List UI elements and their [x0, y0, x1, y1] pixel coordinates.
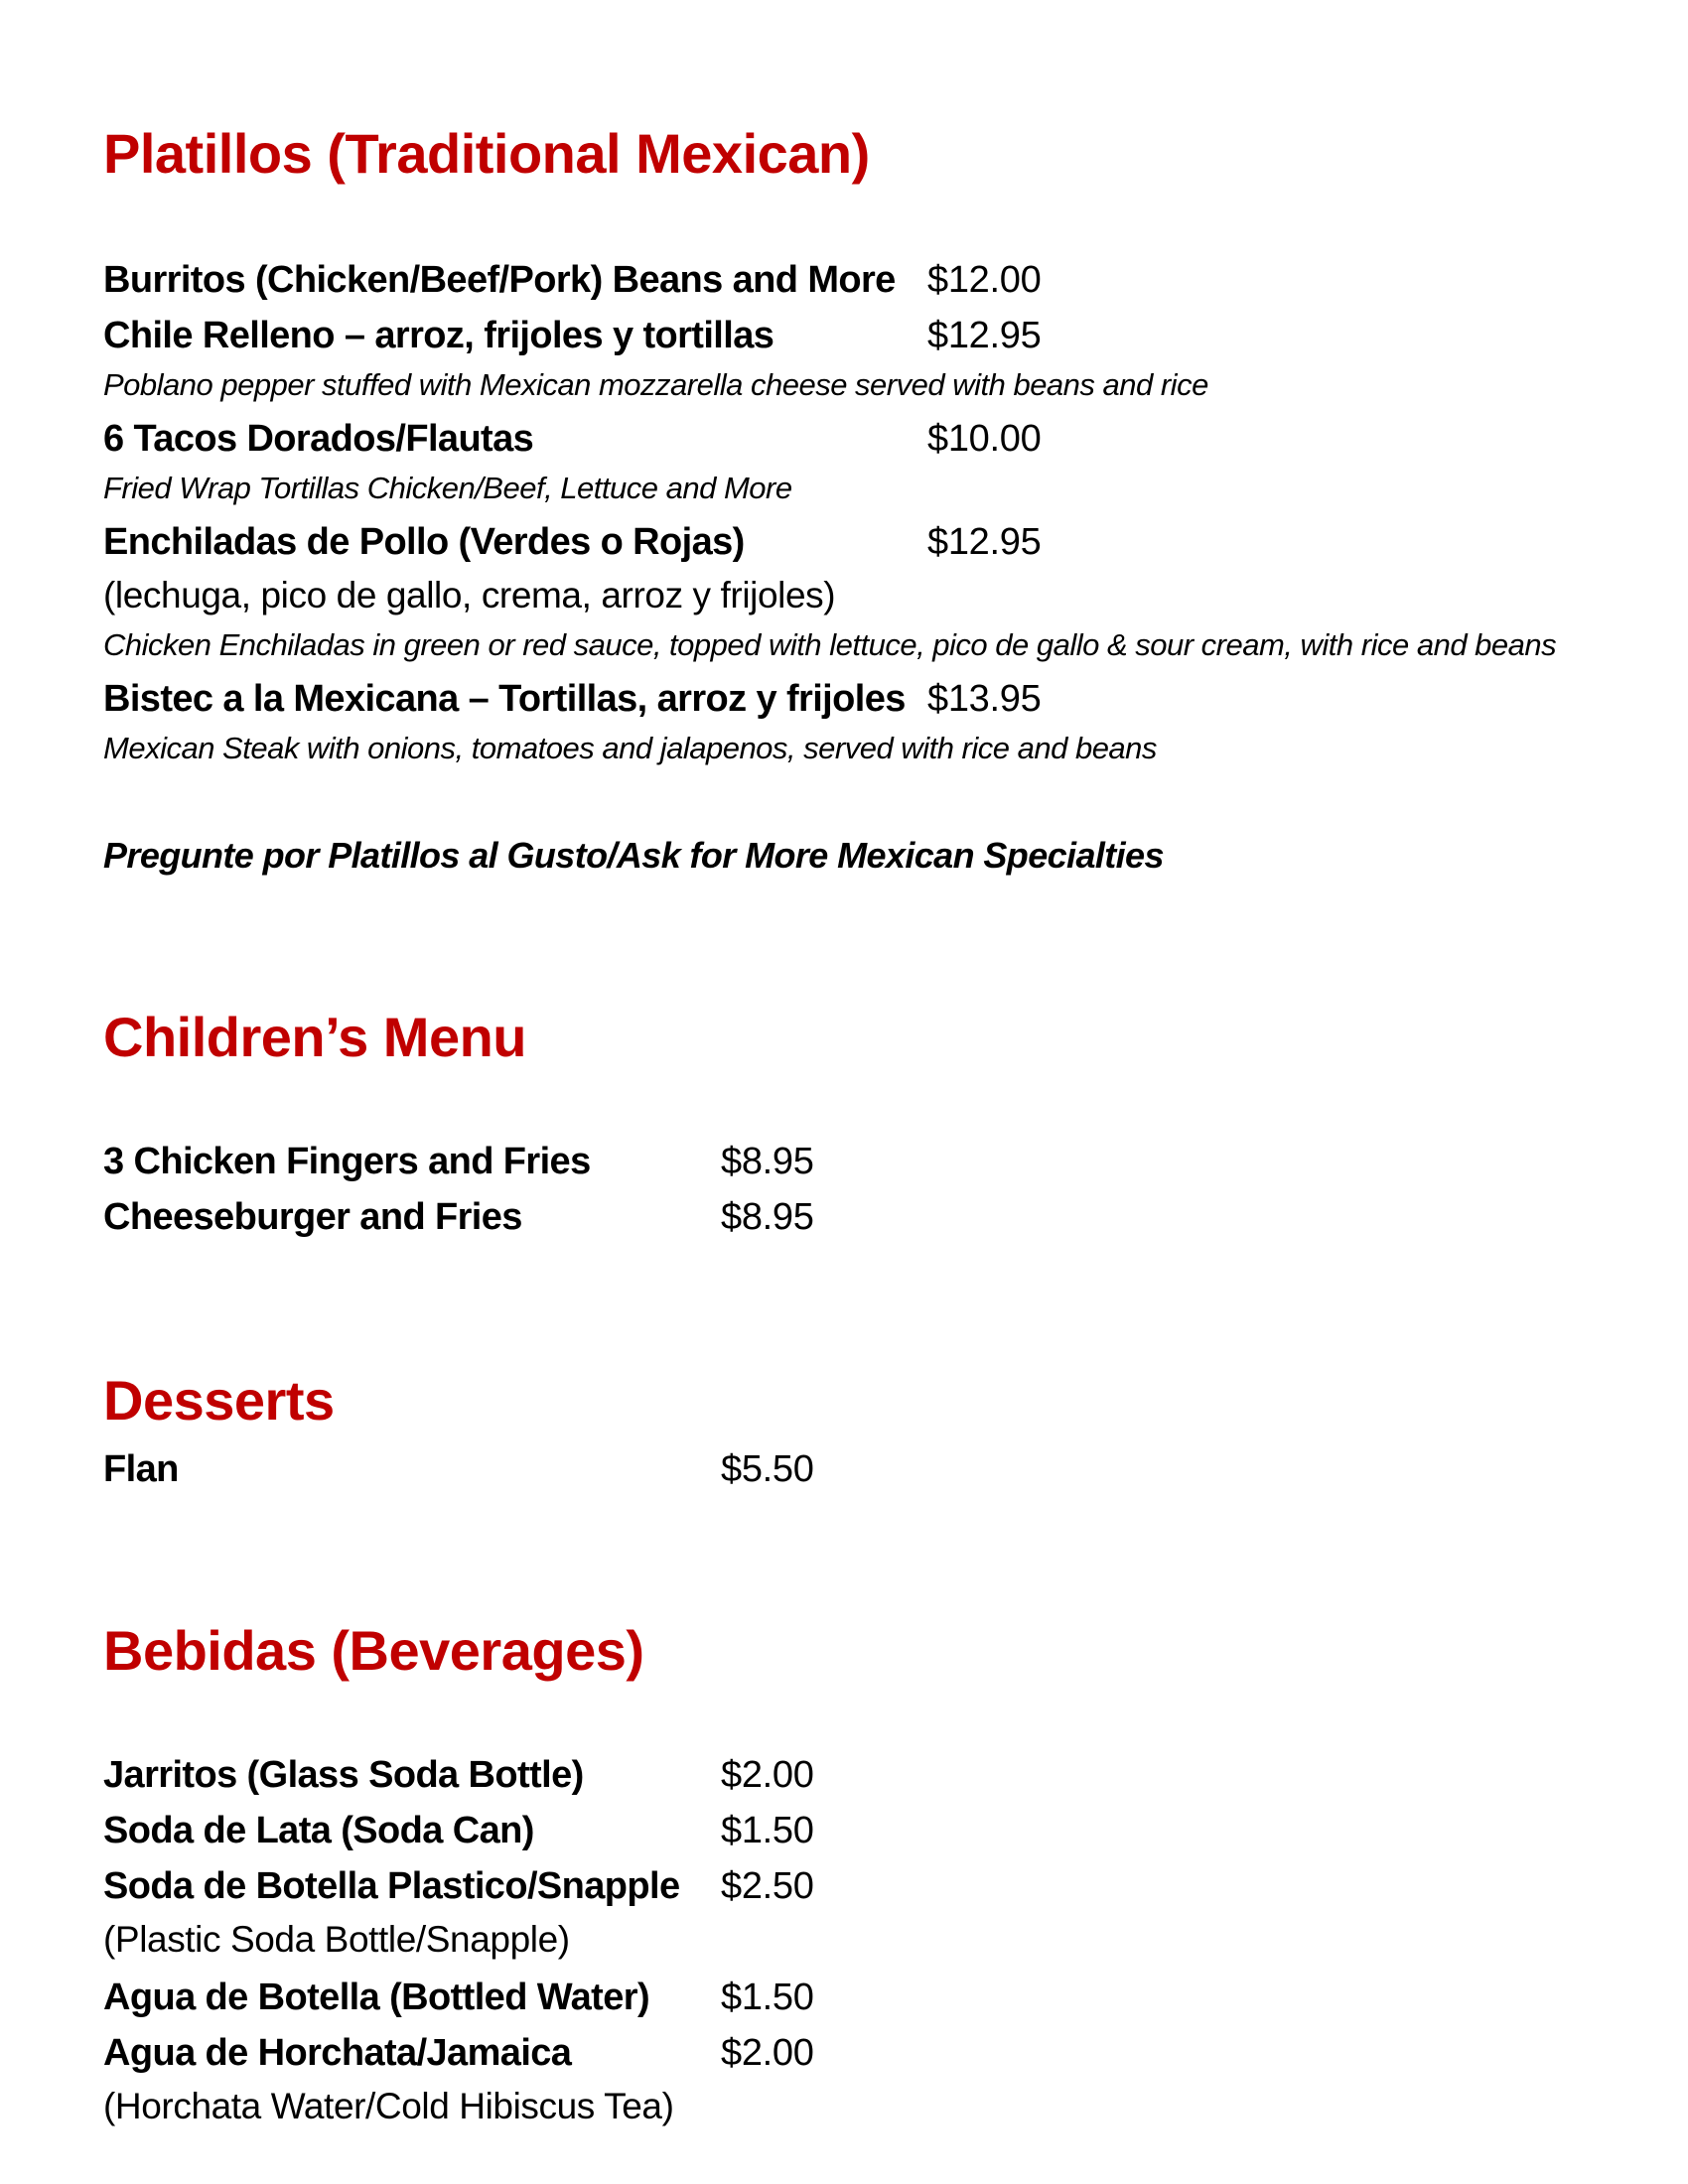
item-price: $12.00: [927, 259, 1042, 301]
item-description: Mexican Steak with onions, tomatoes and jalapenos, served with rice and beans: [103, 731, 1157, 765]
item-name: Soda de Lata (Soda Can): [103, 1810, 534, 1851]
item-name: Cheeseburger and Fries: [103, 1196, 522, 1238]
item-name: Burritos (Chicken/Beef/Pork) Beans and More: [103, 259, 896, 301]
section-heading-platillos: Platillos (Traditional Mexican): [103, 122, 870, 185]
item-name: Bistec a la Mexicana – Tortillas, arroz y frijoles: [103, 678, 906, 720]
item-name: Jarritos (Glass Soda Bottle): [103, 1754, 584, 1796]
item-subtext: (Horchata Water/Cold Hibiscus Tea): [103, 2086, 674, 2126]
section-heading-desserts: Desserts: [103, 1369, 335, 1432]
item-description: Chicken Enchiladas in green or red sauce, topped with lettuce, pico de gallo & sour cream, with rice and beans: [103, 627, 1557, 662]
item-name: 3 Chicken Fingers and Fries: [103, 1141, 591, 1182]
item-subtext: (lechuga, pico de gallo, crema, arroz y frijoles): [103, 575, 836, 615]
section-heading-children: Children’s Menu: [103, 1006, 527, 1068]
item-name: Soda de Botella Plastico/Snapple: [103, 1865, 680, 1907]
item-price: $1.50: [721, 1977, 814, 2018]
item-price: $2.50: [721, 1865, 814, 1907]
item-description: Poblano pepper stuffed with Mexican mozzarella cheese served with beans and rice: [103, 367, 1208, 402]
item-price: $12.95: [927, 521, 1042, 563]
item-name: Flan: [103, 1448, 179, 1490]
item-price: $12.95: [927, 315, 1042, 356]
item-price: $2.00: [721, 2032, 814, 2074]
item-name: Agua de Horchata/Jamaica: [103, 2032, 572, 2074]
item-name: Chile Relleno – arroz, frijoles y tortillas: [103, 315, 774, 356]
item-name: 6 Tacos Dorados/Flautas: [103, 418, 534, 460]
item-name: Enchiladas de Pollo (Verdes o Rojas): [103, 521, 745, 563]
item-name: Agua de Botella (Bottled Water): [103, 1977, 650, 2018]
item-description: Fried Wrap Tortillas Chicken/Beef, Lettuce and More: [103, 471, 792, 505]
item-price: $1.50: [721, 1810, 814, 1851]
item-price: $13.95: [927, 678, 1042, 720]
section-heading-bebidas: Bebidas (Beverages): [103, 1619, 644, 1682]
specialties-note: Pregunte por Platillos al Gusto/Ask for More Mexican Specialties: [103, 835, 1164, 876]
item-price: $2.00: [721, 1754, 814, 1796]
item-subtext: (Plastic Soda Bottle/Snapple): [103, 1919, 570, 1960]
item-price: $8.95: [721, 1141, 814, 1182]
item-price: $8.95: [721, 1196, 814, 1238]
item-price: $5.50: [721, 1448, 814, 1490]
item-price: $10.00: [927, 418, 1042, 460]
